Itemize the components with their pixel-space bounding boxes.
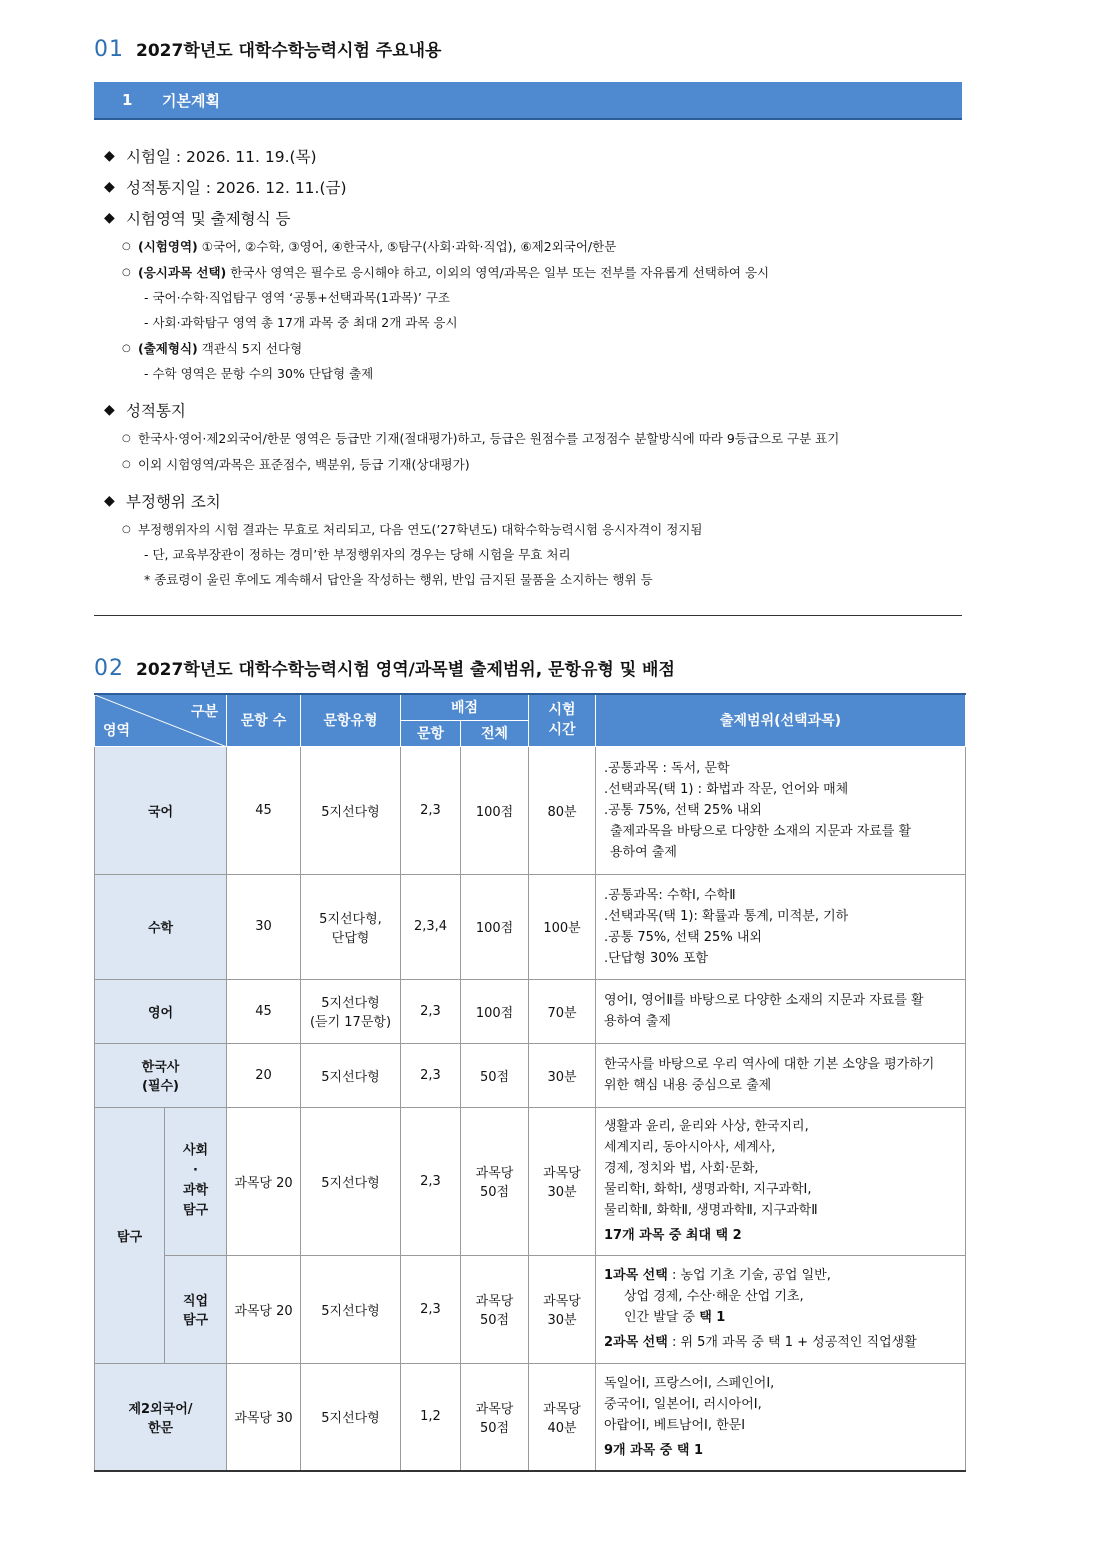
section1-number: 01: [94, 37, 124, 62]
scope-line: 한국사를 바탕으로 우리 역사에 대한 기본 소양을 평가하기: [604, 1057, 935, 1072]
cell-scope-math: [596, 874, 966, 979]
exam-table: [94, 693, 966, 1472]
time-line: 40분: [547, 1420, 577, 1436]
type-line: 단답형: [331, 930, 370, 946]
cell-score-total: [461, 1107, 529, 1255]
circle-bullet-icon: ○: [122, 240, 131, 252]
cell-count: 과목당 30: [227, 1363, 301, 1471]
cell-time: 80분: [529, 746, 596, 874]
scope-line: 위한 핵심 내용 중심으로 출제: [604, 1078, 772, 1093]
sub-area-line: 탐구: [182, 1203, 209, 1218]
cell-score-item: 2,3: [401, 1043, 461, 1107]
header-score-item: 문항: [401, 720, 461, 746]
cell-type: 5지선다형: [301, 1107, 401, 1255]
cell-count: 45: [227, 746, 301, 874]
cell-time: [529, 1363, 596, 1471]
bullet-exam-date: [104, 140, 954, 171]
diamond-icon: ◆: [104, 178, 115, 195]
total-line: 과목당: [475, 1294, 514, 1309]
scope-line: .단답형 30% 포함: [604, 950, 709, 966]
subjects-text: 한국사 영역은 필수로 응시해야 하고, 이외의 영역/과목은 일부 또는 전부를 자유롭게 선택하여 응시: [230, 265, 770, 280]
cell-score-item: 2,3: [401, 746, 461, 874]
exam-date-text: 시험일 : 2026. 11. 19.(목): [126, 147, 317, 166]
scope-bold: 1과목 선택: [604, 1268, 668, 1283]
section1-title: [94, 36, 441, 62]
header-gubun: 구분: [190, 704, 218, 720]
bullet-areas: [104, 202, 954, 233]
subjects-line: [104, 259, 954, 285]
table-row-history: [95, 1043, 966, 1107]
section1-heading: 2027학년도 대학수학능력시험 주요내용: [136, 41, 442, 61]
sub-area-vocational: [165, 1255, 227, 1363]
type-line: 5지선다형,: [319, 911, 382, 927]
scope-line: 독일어Ⅰ, 프랑스어Ⅰ, 스페인어Ⅰ,: [604, 1375, 775, 1391]
scope-line: 중국어Ⅰ, 일본어Ⅰ, 러시아어Ⅰ,: [604, 1396, 762, 1412]
time-line: 과목당: [543, 1401, 581, 1417]
cell-scope-korean: [596, 746, 966, 874]
cell-count: 20: [227, 1043, 301, 1107]
scope-line: .공통과목 : 독서, 문학: [604, 760, 730, 776]
diamond-icon: ◆: [104, 147, 115, 164]
scope-line: 경제, 정치와 법, 사회·문화,: [604, 1161, 759, 1176]
cell-type: [301, 874, 401, 979]
cell-scope-vocational: [596, 1255, 966, 1363]
cell-type: 5지선다형: [301, 1043, 401, 1107]
table-row-korean: [95, 746, 966, 874]
areas-line: [104, 233, 954, 259]
score-heading: 성적통지: [126, 401, 186, 420]
cell-scope-history: [596, 1043, 966, 1107]
cell-type: 5지선다형: [301, 1255, 401, 1363]
section-divider: [94, 615, 962, 616]
sub-area-line: 과학: [182, 1183, 209, 1198]
subheading-number: 1: [122, 91, 133, 109]
misconduct-heading: 부정행위 조치: [126, 492, 221, 511]
scope-line: .선택과목(택 1): 확률과 통계, 미적분, 기하: [604, 908, 849, 924]
scope-bold: 2과목 선택: [604, 1335, 668, 1350]
sub-area-line: ·: [193, 1163, 198, 1178]
scope-bold: 택 1: [699, 1310, 726, 1325]
cell-time: 100분: [529, 874, 596, 979]
scope-line: 17개 과목 중 최대 택 2: [604, 1228, 742, 1243]
subjects-sub2: - 사회·과학탐구 영역 총 17개 과목 중 최대 2개 과목 응시: [144, 315, 458, 330]
total-line: 50점: [479, 1313, 510, 1328]
scope-line: 용하여 출제: [604, 1014, 671, 1029]
cell-score-total: 100점: [461, 746, 529, 874]
area-math: 수학: [95, 874, 227, 979]
circle-bullet-icon: ○: [122, 342, 131, 354]
diamond-icon: ◆: [104, 209, 115, 226]
cell-time: [529, 1107, 596, 1255]
table-row-vocational: [95, 1255, 966, 1363]
cell-count: 과목당 20: [227, 1107, 301, 1255]
score-text-2: 이외 시험영역/과목은 표준점수, 백분위, 등급 기재(상대평가): [138, 457, 470, 472]
cell-score-total: [461, 1363, 529, 1471]
diamond-icon: ◆: [104, 401, 115, 418]
section2-number: 02: [94, 656, 124, 681]
area-korean: 국어: [95, 746, 227, 874]
area-history: [95, 1043, 227, 1107]
cell-score-item: 2,3,4: [401, 874, 461, 979]
scope-line: [604, 1265, 965, 1286]
cell-scope-foreign: [596, 1363, 966, 1471]
time-line: 과목당: [543, 1294, 581, 1309]
cell-count: 과목당 20: [227, 1255, 301, 1363]
cell-time: [529, 1255, 596, 1363]
bullet-misconduct: [104, 485, 954, 516]
format-line: [104, 335, 954, 361]
scope-line: 아랍어Ⅰ, 베트남어Ⅰ, 한문Ⅰ: [604, 1417, 746, 1433]
cell-scope-social-science: [596, 1107, 966, 1255]
scope-text: : 농업 기초 기술, 공업 일반,: [667, 1268, 831, 1283]
scope-line: 물리학Ⅰ, 화학Ⅰ, 생명과학Ⅰ, 지구과학Ⅰ,: [604, 1182, 812, 1197]
bullet-score: [104, 394, 954, 425]
misconduct-text: 부정행위자의 시험 결과는 무효로 처리되고, 다음 연도(’27학년도) 대학수학능력시험 응시자격이 정지됨: [138, 522, 703, 537]
cell-score-item: 2,3: [401, 979, 461, 1043]
cell-time: 30분: [529, 1043, 596, 1107]
table-row-english: [95, 979, 966, 1043]
area-line: 제2외국어/: [128, 1401, 193, 1417]
time-line: 과목당: [543, 1166, 581, 1181]
cell-score-total: 100점: [461, 874, 529, 979]
areas-label: (시험영역): [138, 239, 198, 254]
total-line: 50점: [479, 1185, 510, 1200]
subheading-bar: [94, 82, 962, 120]
section2-title: [94, 655, 675, 681]
scope-line: 9개 과목 중 택 1: [604, 1442, 703, 1458]
total-line: 과목당: [475, 1401, 514, 1417]
header-type: 문항유형: [301, 694, 401, 746]
time-line: 30분: [547, 1313, 577, 1328]
cell-scope-english: [596, 979, 966, 1043]
header-area: 영역: [103, 722, 131, 739]
header-score: 배점: [401, 694, 529, 720]
table-row-social-science: [95, 1107, 966, 1255]
scope-line: .공통 75%, 선택 25% 내외: [604, 802, 762, 818]
cell-time: 70분: [529, 979, 596, 1043]
header-score-total: 전체: [461, 720, 529, 746]
scope-line: 출제과목을 바탕으로 다양한 소재의 지문과 자료를 활: [610, 823, 912, 839]
area-foreign: [95, 1363, 227, 1471]
scope-line: 물리학Ⅱ, 화학Ⅱ, 생명과학Ⅱ, 지구과학Ⅱ: [604, 1203, 818, 1218]
scope-line: .선택과목(택 1) : 화법과 작문, 언어와 매체: [604, 781, 849, 797]
score-text-1: 한국사·영어·제2외국어/한문 영역은 등급만 기재(절대평가)하고, 등급은 원점수를 고정점수 분할방식에 따라 9등급으로 구분 표기: [138, 431, 840, 446]
area-inquiry: 탐구: [95, 1107, 165, 1363]
total-line: 과목당: [475, 1166, 514, 1181]
areas-text: ①국어, ②수학, ③영어, ④한국사, ⑤탐구(사회·과학·직업), ⑥제2외국어/한문: [201, 239, 617, 254]
cell-score-total: 100점: [461, 979, 529, 1043]
diamond-icon: ◆: [104, 492, 115, 509]
misconduct-note: * 종료령이 울린 후에도 계속해서 답안을 작성하는 행위, 반입 금지된 물품을 소지하는 행위 등: [144, 572, 653, 587]
circle-bullet-icon: ○: [122, 523, 131, 535]
cell-score-item: 2,3: [401, 1107, 461, 1255]
scope-line: 생활과 윤리, 윤리와 사상, 한국지리,: [604, 1119, 809, 1134]
cell-score-total: 50점: [461, 1043, 529, 1107]
format-sub1: - 수학 영역은 문항 수의 30% 단답형 출제: [144, 366, 374, 381]
scope-line: .공통 75%, 선택 25% 내외: [604, 929, 762, 945]
area-line: 한문: [147, 1420, 174, 1436]
basic-plan-content: [104, 140, 954, 592]
cell-count: 30: [227, 874, 301, 979]
cell-count: 45: [227, 979, 301, 1043]
scope-line: .공통과목: 수학Ⅰ, 수학Ⅱ: [604, 887, 736, 903]
scope-line: 용하여 출제: [610, 844, 677, 860]
scope-line: [604, 1332, 965, 1353]
score-line-1: [104, 425, 954, 451]
type-line: (듣기 17문항): [309, 1015, 392, 1030]
subjects-label: (응시과목 선택): [138, 265, 227, 280]
header-count: 문항 수: [227, 694, 301, 746]
total-line: 50점: [479, 1420, 510, 1436]
scope-text: : 위 5개 과목 중 택 1 + 성공적인 직업생활: [667, 1335, 917, 1350]
header-time: 시험 시간: [529, 694, 596, 746]
sub-area-social-science: [165, 1107, 227, 1255]
area-english: 영어: [95, 979, 227, 1043]
time-line: 30분: [547, 1185, 577, 1200]
sub-area-line: 사회: [182, 1143, 209, 1158]
scope-line: [604, 1307, 965, 1328]
areas-heading: 시험영역 및 출제형식 등: [126, 209, 291, 228]
circle-bullet-icon: ○: [122, 266, 131, 278]
bullet-score-date: [104, 171, 954, 202]
table-row-foreign: [95, 1363, 966, 1471]
scope-line: 상업 경제, 수산·해운 산업 기초,: [624, 1289, 804, 1304]
subjects-sub1: - 국어·수학·직업탐구 영역 ‘공통+선택과목(1과목)’ 구조: [144, 290, 450, 305]
type-line: 5지선다형: [321, 996, 380, 1011]
table-row-math: [95, 874, 966, 979]
score-date-text: 성적통지일 : 2026. 12. 11.(금): [126, 178, 347, 197]
area-line: 한국사: [141, 1060, 180, 1075]
cell-type: 5지선다형: [301, 746, 401, 874]
header-scope: 출제범위(선택과목): [596, 694, 966, 746]
cell-score-item: 2,3: [401, 1255, 461, 1363]
cell-type: [301, 979, 401, 1043]
circle-bullet-icon: ○: [122, 458, 131, 470]
scope-text: 인간 발달 중: [624, 1310, 700, 1325]
circle-bullet-icon: ○: [122, 432, 131, 444]
misconduct-sub1: - 단, 교육부장관이 정하는 경미’한 부정행위자의 경우는 당해 시험을 무효 처리: [144, 547, 571, 562]
cell-score-total: [461, 1255, 529, 1363]
misconduct-line: [104, 516, 954, 542]
cell-score-item: 1,2: [401, 1363, 461, 1471]
area-line: (필수): [142, 1079, 179, 1094]
format-label: (출제형식): [138, 341, 198, 356]
cell-type: 5지선다형: [301, 1363, 401, 1471]
sub-area-line: 탐구: [182, 1313, 209, 1328]
scope-line: 영어Ⅰ, 영어Ⅱ를 바탕으로 다양한 소재의 지문과 자료를 활: [604, 993, 924, 1008]
header-diagonal-cell: [95, 694, 227, 746]
scope-line: 세계지리, 동아시아사, 세계사,: [604, 1140, 776, 1155]
subheading-title: 기본계획: [162, 91, 220, 110]
score-line-2: [104, 451, 954, 477]
section2-heading: 2027학년도 대학수학능력시험 영역/과목별 출제범위, 문항유형 및 배점: [136, 660, 675, 680]
sub-area-line: 직업: [182, 1294, 209, 1309]
format-text: 객관식 5지 선다형: [201, 341, 303, 356]
